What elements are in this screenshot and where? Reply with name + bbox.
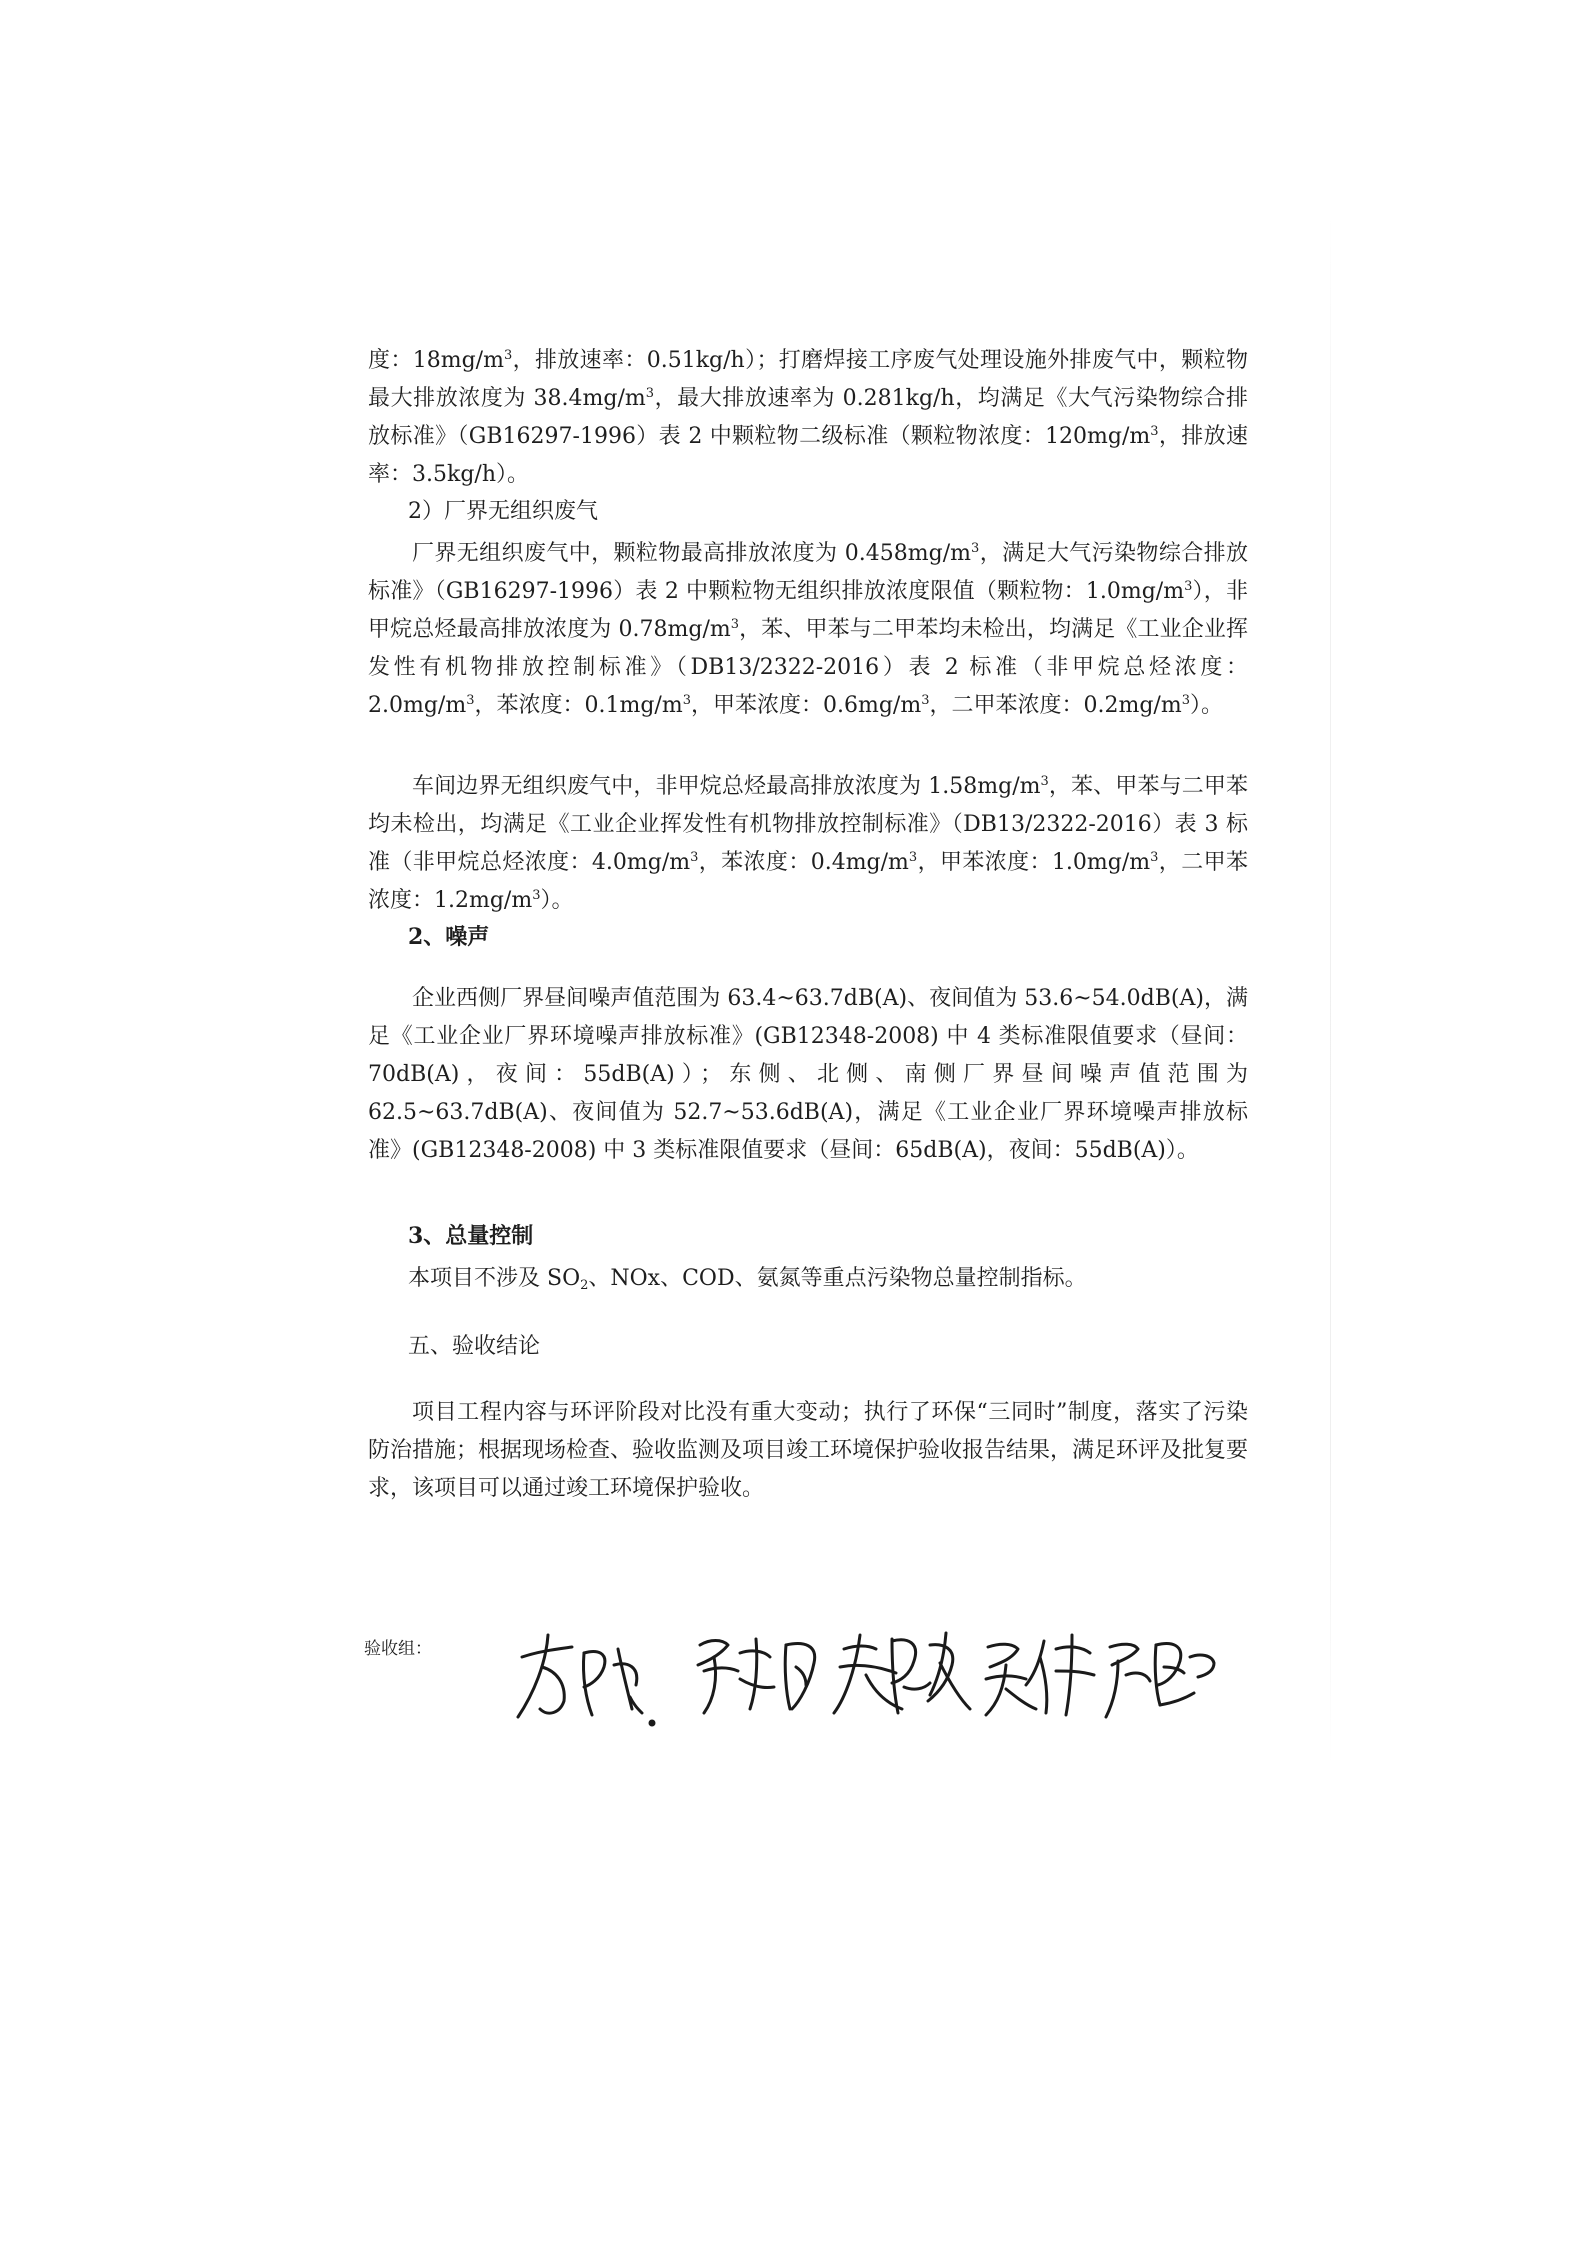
signature-2 [698,1639,815,1713]
paragraph-total-control: 本项目不涉及 $SO_2$、NOx、COD、氨氮等重点污染物总量控制指标。 [408,1266,1087,1293]
handwritten-signatures [500,1605,1220,1735]
signature-4 [986,1635,1094,1715]
heading-noise: 2、噪声 [408,924,490,950]
text-block-boundary [368,535,1248,725]
heading-fugitive-block [368,493,1248,531]
heading-conclusion-block [368,1328,1248,1366]
heading-fugitive-emissions: 2）厂界无组织废气 [408,499,598,524]
signature-5 [1106,1644,1214,1717]
text-block-noise [368,980,1248,1170]
text-block-conclusion [368,1394,1248,1508]
paragraph-workshop-fugitive: 车间边界无组织废气中，非甲烷总烃最高排放浓度为 $1.58mg/m^3$，苯、甲苯与二甲苯均未检出，均满足《工业企业挥发性有机物排放控制标准》（DB13/2322-2016）表 3 标准（非甲烷总烃浓度：$4.0mg/m^3$，苯浓度：$0.4mg/m^3$，甲苯浓度：$1.0mg/m^3$，二甲苯浓度：$1.2mg/m^3$）。 [368,774,1248,913]
paragraph-conclusion: 项目工程内容与环评阶段对比没有重大变动；执行了环保“三同时”制度，落实了污染防治措施；根据现场检查、验收监测及项目竣工环境保护验收报告结果，满足环评及批复要求，该项目可以通过竣工环境保护验收。 [368,1400,1249,1501]
heading-conclusion: 五、验收结论 [408,1334,541,1359]
paragraph-emissions-continued: 度：$18mg/m^3$，排放速率：0.51kg/h）；打磨焊接工序废气处理设施外排废气中，颗粒物最大排放浓度为 $38.4mg/m^3$，最大排放速率为 0.281kg/h，均满足《大气污染物综合排放标准》（GB16297-1996）表 2 中颗粒物二级标准（颗粒物浓度：$120mg/m^3$，排放速率：3.5kg/h）。 [368,348,1248,487]
paragraph-noise: 企业西侧厂界昼间噪声值范围为 63.4~63.7dB(A)、夜间值为 53.6~54.0dB(A)，满足《工业企业厂界环境噪声排放标准》(GB12348-2008) 中 4 类标准限值要求（昼间：70dB(A)，夜间：55dB(A)）；东侧、北侧、南侧厂界昼间噪声值范围为 62.5~63.7dB(A)、夜间值为 52.7~53.6dB(A)，满足《工业企业厂界环境噪声排放标准》(GB12348-2008) 中 3 类标准限值要求（昼间：65dB(A)，夜间：55dB(A)）。 [368,986,1248,1163]
scan-edge [1330,215,1331,1765]
heading-noise-block [368,918,1248,956]
heading-total-control: 3、总量控制 [408,1223,534,1249]
signature-1 [518,1635,654,1725]
paragraph-boundary-fugitive: 厂界无组织废气中，颗粒物最高排放浓度为 $0.458mg/m^3$，满足大气污染物综合排放标准》（GB16297-1996）表 2 中颗粒物无组织排放浓度限值（颗粒物：$1.0mg/m^3$），非甲烷总烃最高排放浓度为 $0.78mg/m^3$，苯、甲苯与二甲苯均未检出，均满足《工业企业挥发性有机物排放控制标准》（DB13/2322-2016）表 2 标准（非甲烷总烃浓度：$2.0mg/m^3$，苯浓度：$0.1mg/m^3$，甲苯浓度：$0.6mg/m^3$，二甲苯浓度：$0.2mg/m^3$）。 [368,541,1248,718]
signature-label: 验收组： [364,1639,432,1659]
signature-3 [834,1633,970,1713]
text-block-workshop [368,768,1248,920]
text-block-emissions [368,342,1248,494]
heading-total-block [368,1217,1248,1255]
text-block-total [368,1260,1248,1298]
